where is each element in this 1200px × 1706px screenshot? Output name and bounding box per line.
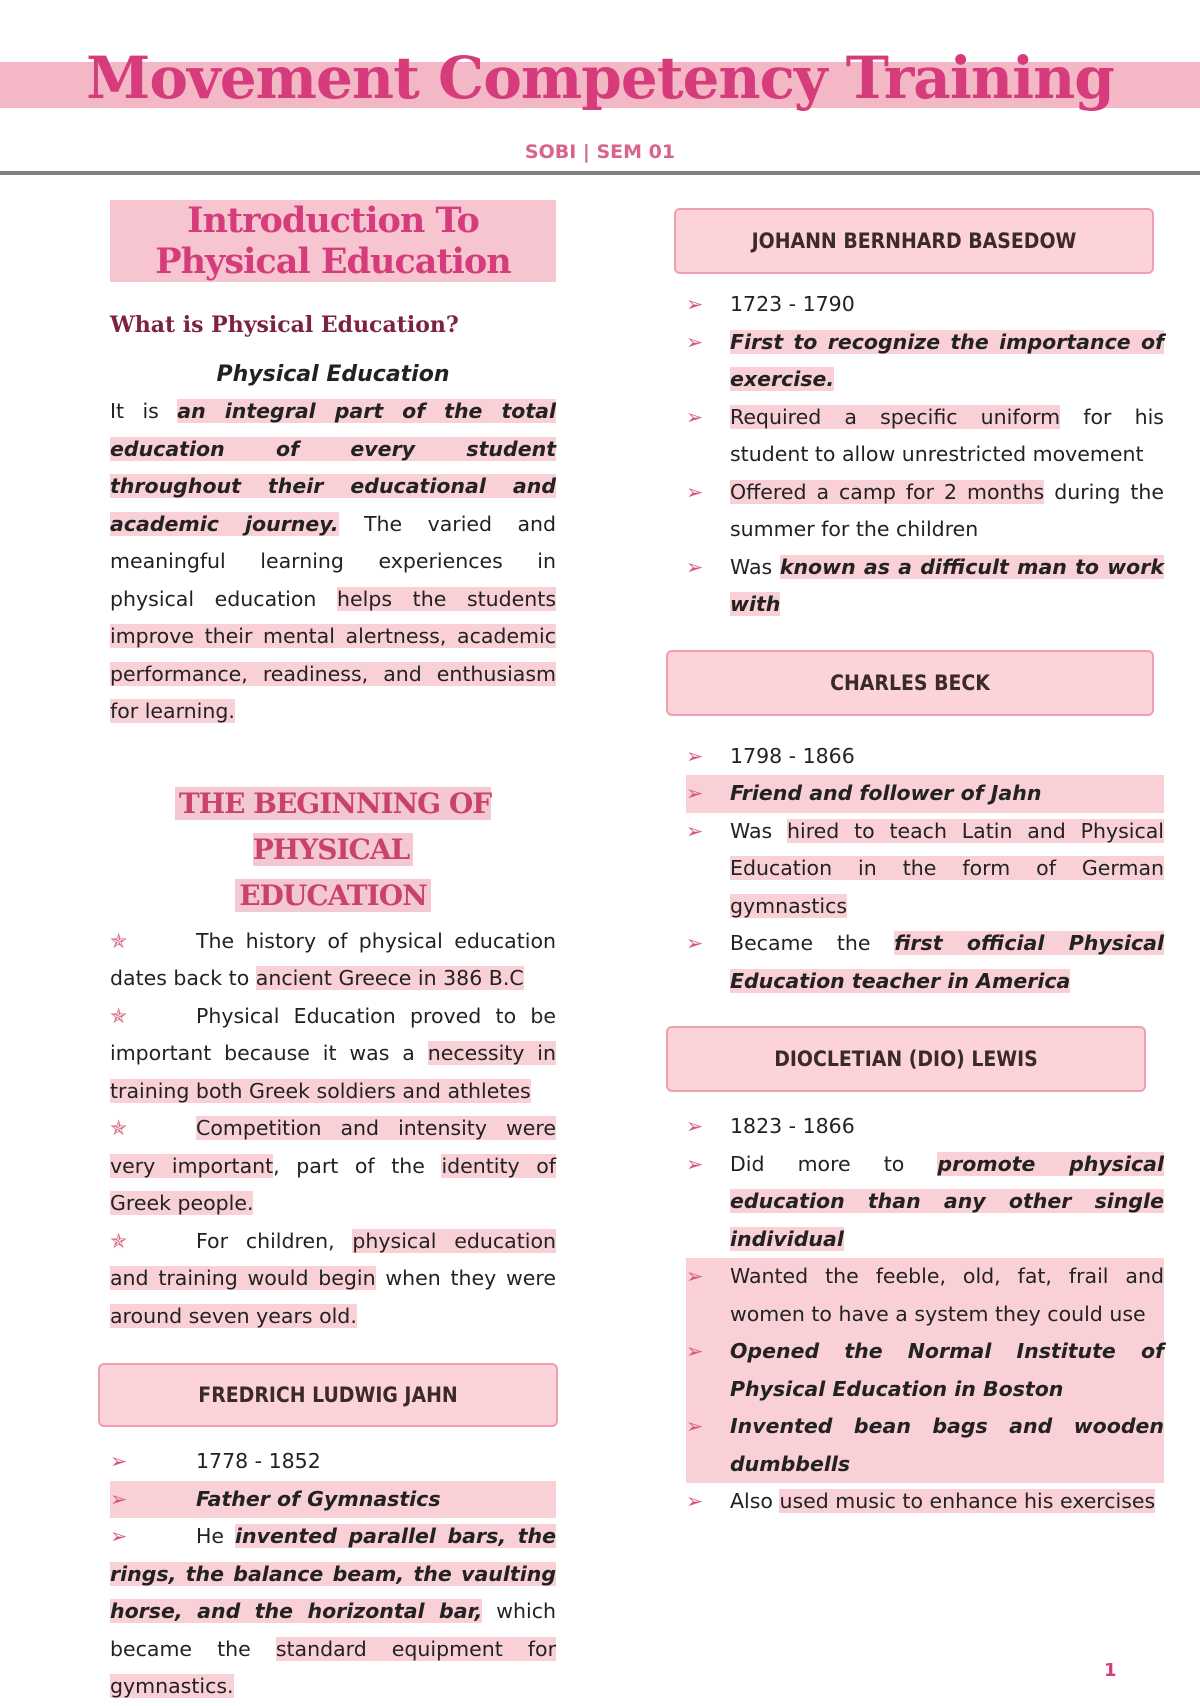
arrow-icon: ➢ xyxy=(686,292,704,316)
item-highlight: ancient Greece in 386 B.C xyxy=(255,966,524,990)
beck-name: CHARLES BECK xyxy=(830,670,990,695)
lewis-item xyxy=(686,1146,1164,1259)
pe-heading: Physical Education xyxy=(216,362,450,387)
arrow-icon: ➢ xyxy=(686,329,704,354)
basedow-item xyxy=(686,399,1164,474)
beck-item xyxy=(686,775,1164,813)
arrow-icon: ➢ xyxy=(686,1114,704,1138)
arrow-icon: ➢ xyxy=(686,743,704,768)
basedow-item xyxy=(686,324,1164,399)
item-text: when they were xyxy=(375,1266,556,1290)
arrow-icon: ➢ xyxy=(110,1524,128,1548)
item-text: Did more to xyxy=(730,1151,938,1176)
years-text: 1798 - 1866 xyxy=(730,743,855,768)
pe-text: It is xyxy=(110,399,178,423)
item-highlight: Opened the Normal Institute of Physical Education in Boston xyxy=(730,1339,1164,1401)
inv-highlight: standard equipment for gymnastics. xyxy=(110,1636,556,1698)
inv-text: which became the xyxy=(110,1599,556,1661)
father-text: Father of Gymnastics xyxy=(196,1486,441,1511)
beginning-title-line: THE BEGINNING OF PHYSICAL xyxy=(175,787,491,866)
lewis-item xyxy=(686,1333,1164,1408)
beginning-item xyxy=(110,998,556,1111)
beginning-item xyxy=(110,923,556,998)
arrow-icon: ➢ xyxy=(686,404,704,429)
arrow-icon: ➢ xyxy=(686,781,704,805)
beginning-item xyxy=(110,1110,556,1223)
arrow-icon: ➢ xyxy=(686,1489,704,1513)
arrow-icon: ➢ xyxy=(686,479,704,504)
item-highlight: Invented bean bags and wooden dumbbells xyxy=(730,1414,1164,1476)
item-text: for his student to allow unrestricted movement xyxy=(730,404,1164,466)
star-icon: ✯ xyxy=(110,1116,128,1140)
page-title: Movement Competency Training xyxy=(86,44,1114,112)
lewis-years xyxy=(686,1108,1164,1146)
years-text: 1723 - 1790 xyxy=(730,292,855,316)
left-column xyxy=(110,200,556,1706)
lewis-item xyxy=(686,1483,1164,1521)
pe-highlight: an integral part of the total education of every student throughout their educational and academic journey. xyxy=(110,399,557,536)
arrow-icon: ➢ xyxy=(110,1486,128,1511)
beck-item xyxy=(686,925,1164,1000)
basedow-item xyxy=(686,549,1164,624)
star-icon: ✯ xyxy=(110,1003,128,1028)
arrow-icon: ➢ xyxy=(686,1339,704,1363)
item-text: Was xyxy=(730,818,787,843)
beginning-title xyxy=(110,781,556,919)
pe-paragraph xyxy=(110,393,556,731)
basedow-item xyxy=(686,474,1164,549)
basedow-name: JOHANN BERNHARD BASEDOW xyxy=(751,229,1077,253)
lewis-name: DIOCLETIAN (DIO) LEWIS xyxy=(774,1047,1038,1071)
jahn-years xyxy=(110,1443,556,1481)
item-highlight: used music to enhance his exercises xyxy=(779,1489,1156,1513)
item-highlight: Friend and follower of Jahn xyxy=(730,781,1042,805)
item-text: Physical Education proved to be important because it was a xyxy=(110,1003,556,1065)
arrow-icon: ➢ xyxy=(686,1264,704,1288)
item-highlight: necessity in training both Greek soldiers and athletes xyxy=(110,1041,556,1103)
item-text: For children, xyxy=(196,1228,353,1253)
right-column xyxy=(686,208,1164,1521)
pe-highlight: helps the students improve their mental alertness, academic performance, readiness, and enthusiasm for learning. xyxy=(110,586,557,723)
basedow-box xyxy=(674,208,1154,274)
years-text: 1778 - 1852 xyxy=(196,1449,321,1473)
jahn-father xyxy=(110,1481,556,1519)
item-text: , part of the xyxy=(273,1153,442,1178)
item-highlight: known as a difficult man to work with xyxy=(730,554,1164,616)
item-highlight: first official Physical Education teacher in America xyxy=(730,931,1164,993)
basedow-years xyxy=(686,286,1164,324)
arrow-icon: ➢ xyxy=(686,931,704,955)
item-highlight: Wanted the feeble, old, fat, frail and women to have a system they could use xyxy=(730,1264,1164,1326)
beck-years xyxy=(686,738,1164,776)
jahn-box xyxy=(98,1363,558,1427)
item-highlight: around seven years old. xyxy=(110,1303,357,1328)
item-text: Became the xyxy=(730,931,895,955)
section-title: Introduction To Physical Education xyxy=(110,200,556,282)
beginning-item xyxy=(110,1223,556,1336)
item-highlight: promote physical education than any other single individual xyxy=(730,1151,1164,1251)
star-icon: ✯ xyxy=(110,928,128,953)
page-subtitle: SOBI | SEM 01 xyxy=(524,141,676,163)
item-highlight: Required a specific uniform xyxy=(730,404,1061,429)
arrow-icon: ➢ xyxy=(686,554,704,579)
item-highlight: identity of Greek people. xyxy=(110,1153,556,1215)
lewis-item xyxy=(686,1408,1164,1483)
item-highlight: Competition and intensity were very important xyxy=(110,1116,556,1178)
inv-highlight: invented parallel bars, the rings, the balance beam, the vaulting horse, and the horizontal bar, xyxy=(110,1524,556,1623)
years-text: 1823 - 1866 xyxy=(730,1114,855,1138)
header-divider xyxy=(0,171,1200,175)
question-heading: What is Physical Education? xyxy=(110,312,459,338)
arrow-icon: ➢ xyxy=(686,1151,704,1176)
item-highlight: physical education and training would begin xyxy=(110,1228,556,1290)
arrow-icon: ➢ xyxy=(686,818,704,843)
pe-text: The varied and meaningful learning experiences in physical education xyxy=(110,511,557,611)
item-text: The history of physical education dates back to xyxy=(110,928,556,990)
lewis-item xyxy=(686,1258,1164,1333)
inv-text: He xyxy=(196,1524,236,1548)
star-icon: ✯ xyxy=(110,1228,128,1253)
lewis-box xyxy=(666,1026,1146,1092)
jahn-invented xyxy=(110,1518,556,1706)
jahn-name: FREDRICH LUDWIG JAHN xyxy=(198,1383,458,1407)
arrow-icon: ➢ xyxy=(686,1414,704,1438)
item-text: Also xyxy=(730,1489,780,1513)
item-text: Was xyxy=(730,554,780,579)
item-text: during the summer for the children xyxy=(730,479,1165,541)
beck-box xyxy=(666,650,1154,716)
item-highlight: hired to teach Latin and Physical Education in the form of German gymnastics xyxy=(730,818,1164,918)
item-highlight: Offered a camp for 2 months xyxy=(730,479,1045,504)
beginning-title-line: EDUCATION xyxy=(235,879,430,912)
arrow-icon: ➢ xyxy=(110,1449,128,1473)
page-number: 1 xyxy=(1104,1660,1117,1681)
item-highlight: First to recognize the importance of exercise. xyxy=(730,329,1164,391)
beck-item xyxy=(686,813,1164,926)
